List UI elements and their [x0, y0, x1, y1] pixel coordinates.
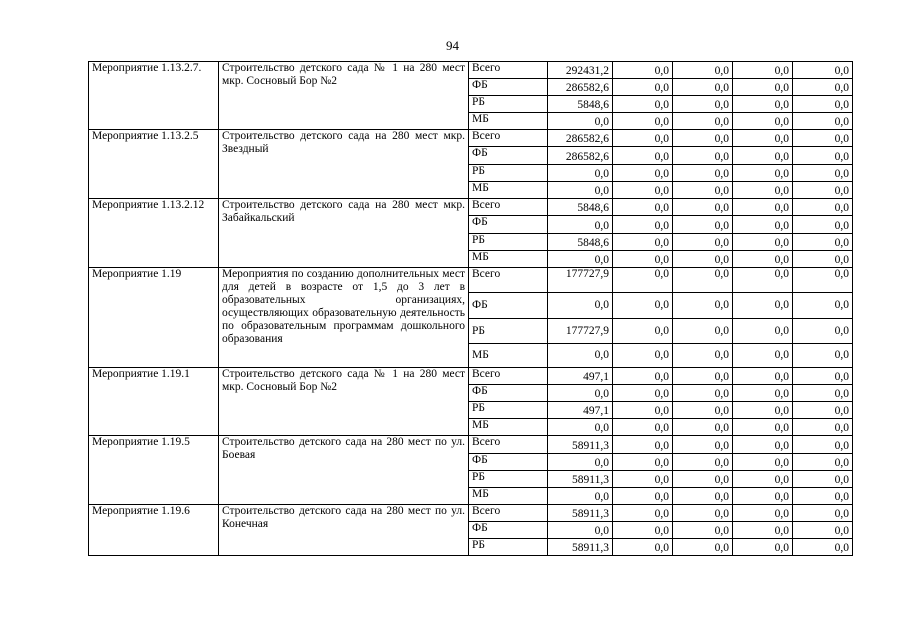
funding-total: 286582,6: [548, 147, 613, 165]
year-value: 0,0: [673, 234, 733, 251]
table-row: [89, 505, 853, 522]
table-row: [89, 130, 853, 147]
year-value: 0,0: [733, 147, 793, 165]
year-value: 0,0: [733, 368, 793, 385]
funding-total: 497,1: [548, 402, 613, 419]
year-value: 0,0: [793, 216, 853, 234]
funding-total: 0,0: [548, 385, 613, 402]
year-value: 0,0: [673, 539, 733, 556]
year-value: 0,0: [793, 344, 853, 368]
funding-source: МБ: [469, 488, 548, 505]
funding-total: 0,0: [548, 216, 613, 234]
funding-total: 58911,3: [548, 471, 613, 488]
year-value: 0,0: [673, 251, 733, 268]
funding-total: 292431,2: [548, 62, 613, 79]
year-value: 0,0: [673, 368, 733, 385]
funding-total: 0,0: [548, 344, 613, 368]
funding-source: РБ: [469, 234, 548, 251]
year-value: 0,0: [673, 385, 733, 402]
year-value: 0,0: [793, 522, 853, 539]
funding-total: 0,0: [548, 419, 613, 436]
year-value: 0,0: [673, 471, 733, 488]
year-value: 0,0: [613, 319, 673, 344]
funding-total: 286582,6: [548, 130, 613, 147]
year-value: 0,0: [733, 419, 793, 436]
year-value: 0,0: [733, 199, 793, 216]
year-value: 0,0: [673, 147, 733, 165]
funding-total: 0,0: [548, 488, 613, 505]
year-value: 0,0: [793, 130, 853, 147]
event-description: Строительство детского сада на 280 мест мкр. Забайкальский: [219, 199, 469, 268]
budget-table: [88, 61, 853, 556]
year-value: 0,0: [733, 216, 793, 234]
year-value: 0,0: [793, 234, 853, 251]
year-value: 0,0: [613, 199, 673, 216]
year-value: 0,0: [793, 62, 853, 79]
year-value: 0,0: [733, 471, 793, 488]
year-value: 0,0: [673, 199, 733, 216]
year-value: 0,0: [793, 182, 853, 199]
funding-total: 5848,6: [548, 234, 613, 251]
year-value: 0,0: [673, 454, 733, 471]
year-value: 0,0: [673, 319, 733, 344]
year-value: 0,0: [613, 96, 673, 113]
year-value: 0,0: [673, 182, 733, 199]
year-value: 0,0: [733, 505, 793, 522]
funding-source: ФБ: [469, 79, 548, 96]
year-value: 0,0: [613, 165, 673, 182]
event-description: Строительство детского сада № 1 на 280 мест мкр. Сосновый Бор №2: [219, 62, 469, 130]
year-value: 0,0: [673, 293, 733, 319]
year-value: 0,0: [613, 130, 673, 147]
year-value: 0,0: [613, 368, 673, 385]
year-value: 0,0: [673, 436, 733, 454]
event-label: Мероприятие 1.13.2.12: [89, 199, 219, 268]
funding-total: 497,1: [548, 368, 613, 385]
year-value: 0,0: [613, 293, 673, 319]
funding-total: 0,0: [548, 522, 613, 539]
funding-total: 58911,3: [548, 436, 613, 454]
year-value: 0,0: [673, 344, 733, 368]
funding-source: ФБ: [469, 385, 548, 402]
funding-source: Всего: [469, 268, 548, 293]
funding-source: ФБ: [469, 522, 548, 539]
event-description: Строительство детского сада на 280 мест мкр. Звездный: [219, 130, 469, 199]
year-value: 0,0: [673, 113, 733, 130]
year-value: 0,0: [613, 522, 673, 539]
year-value: 0,0: [613, 147, 673, 165]
year-value: 0,0: [733, 62, 793, 79]
year-value: 0,0: [733, 182, 793, 199]
funding-source: РБ: [469, 165, 548, 182]
year-value: 0,0: [613, 505, 673, 522]
year-value: 0,0: [613, 419, 673, 436]
year-value: 0,0: [793, 96, 853, 113]
year-value: 0,0: [673, 96, 733, 113]
year-value: 0,0: [793, 454, 853, 471]
event-description: Строительство детского сада на 280 мест по ул. Боевая: [219, 436, 469, 505]
year-value: 0,0: [793, 385, 853, 402]
year-value: 0,0: [793, 319, 853, 344]
funding-source: Всего: [469, 505, 548, 522]
year-value: 0,0: [733, 522, 793, 539]
funding-total: 58911,3: [548, 505, 613, 522]
year-value: 0,0: [733, 268, 793, 293]
year-value: 0,0: [613, 436, 673, 454]
event-label: Мероприятие 1.19.1: [89, 368, 219, 436]
year-value: 0,0: [733, 436, 793, 454]
year-value: 0,0: [673, 79, 733, 96]
year-value: 0,0: [733, 130, 793, 147]
funding-total: 0,0: [548, 454, 613, 471]
year-value: 0,0: [733, 385, 793, 402]
year-value: 0,0: [613, 62, 673, 79]
funding-source: Всего: [469, 368, 548, 385]
year-value: 0,0: [793, 505, 853, 522]
year-value: 0,0: [733, 165, 793, 182]
year-value: 0,0: [793, 368, 853, 385]
funding-source: Всего: [469, 130, 548, 147]
year-value: 0,0: [793, 165, 853, 182]
table-row: [89, 268, 853, 293]
year-value: 0,0: [733, 251, 793, 268]
year-value: 0,0: [613, 79, 673, 96]
year-value: 0,0: [613, 268, 673, 293]
funding-source: РБ: [469, 319, 548, 344]
year-value: 0,0: [673, 419, 733, 436]
year-value: 0,0: [733, 319, 793, 344]
year-value: 0,0: [793, 539, 853, 556]
funding-source: Всего: [469, 62, 548, 79]
event-label: Мероприятие 1.13.2.7.: [89, 62, 219, 130]
year-value: 0,0: [673, 402, 733, 419]
event-label: Мероприятие 1.19.6: [89, 505, 219, 556]
funding-source: РБ: [469, 539, 548, 556]
year-value: 0,0: [613, 113, 673, 130]
year-value: 0,0: [793, 79, 853, 96]
table-row: [89, 436, 853, 454]
event-description: Строительство детского сада № 1 на 280 мест мкр. Сосновый Бор №2: [219, 368, 469, 436]
year-value: 0,0: [793, 113, 853, 130]
year-value: 0,0: [733, 79, 793, 96]
event-label: Мероприятие 1.19.5: [89, 436, 219, 505]
year-value: 0,0: [613, 216, 673, 234]
year-value: 0,0: [613, 182, 673, 199]
year-value: 0,0: [793, 268, 853, 293]
funding-source: РБ: [469, 402, 548, 419]
event-description: Мероприятия по созданию дополнительных мест для детей в возрасте от 1,5 до 3 лет в образовательных организациях, осуществляющих образовательную деятельность по образовательным программам дошкольного образования: [219, 268, 469, 368]
funding-source: ФБ: [469, 454, 548, 471]
funding-total: 286582,6: [548, 79, 613, 96]
funding-source: Всего: [469, 436, 548, 454]
table-row: [89, 62, 853, 79]
year-value: 0,0: [793, 293, 853, 319]
year-value: 0,0: [733, 454, 793, 471]
year-value: 0,0: [733, 488, 793, 505]
year-value: 0,0: [613, 539, 673, 556]
funding-source: ФБ: [469, 147, 548, 165]
funding-source: РБ: [469, 96, 548, 113]
funding-total: 0,0: [548, 165, 613, 182]
year-value: 0,0: [613, 471, 673, 488]
year-value: 0,0: [793, 419, 853, 436]
year-value: 0,0: [733, 96, 793, 113]
funding-source: МБ: [469, 113, 548, 130]
funding-total: 5848,6: [548, 199, 613, 216]
funding-total: 5848,6: [548, 96, 613, 113]
year-value: 0,0: [733, 539, 793, 556]
year-value: 0,0: [673, 62, 733, 79]
funding-total: 177727,9: [548, 319, 613, 344]
funding-total: 58911,3: [548, 539, 613, 556]
year-value: 0,0: [673, 522, 733, 539]
year-value: 0,0: [673, 165, 733, 182]
year-value: 0,0: [613, 402, 673, 419]
funding-source: МБ: [469, 344, 548, 368]
year-value: 0,0: [733, 113, 793, 130]
funding-source: РБ: [469, 471, 548, 488]
year-value: 0,0: [613, 385, 673, 402]
year-value: 0,0: [793, 199, 853, 216]
funding-source: МБ: [469, 182, 548, 199]
year-value: 0,0: [613, 234, 673, 251]
year-value: 0,0: [793, 251, 853, 268]
funding-source: ФБ: [469, 216, 548, 234]
funding-source: Всего: [469, 199, 548, 216]
year-value: 0,0: [613, 251, 673, 268]
year-value: 0,0: [673, 268, 733, 293]
year-value: 0,0: [793, 471, 853, 488]
year-value: 0,0: [733, 234, 793, 251]
table-row: [89, 368, 853, 385]
year-value: 0,0: [733, 344, 793, 368]
year-value: 0,0: [673, 216, 733, 234]
funding-total: 177727,9: [548, 268, 613, 293]
year-value: 0,0: [793, 402, 853, 419]
year-value: 0,0: [613, 344, 673, 368]
event-label: Мероприятие 1.13.2.5: [89, 130, 219, 199]
funding-total: 0,0: [548, 182, 613, 199]
table-row: [89, 199, 853, 216]
year-value: 0,0: [673, 505, 733, 522]
year-value: 0,0: [673, 130, 733, 147]
funding-source: МБ: [469, 251, 548, 268]
event-description: Строительство детского сада на 280 мест по ул. Конечная: [219, 505, 469, 556]
funding-source: ФБ: [469, 293, 548, 319]
year-value: 0,0: [613, 488, 673, 505]
page-number: 94: [446, 38, 459, 53]
year-value: 0,0: [673, 488, 733, 505]
event-label: Мероприятие 1.19: [89, 268, 219, 368]
year-value: 0,0: [793, 436, 853, 454]
funding-source: МБ: [469, 419, 548, 436]
funding-total: 0,0: [548, 113, 613, 130]
year-value: 0,0: [733, 293, 793, 319]
year-value: 0,0: [793, 147, 853, 165]
year-value: 0,0: [613, 454, 673, 471]
funding-total: 0,0: [548, 251, 613, 268]
year-value: 0,0: [793, 488, 853, 505]
funding-total: 0,0: [548, 293, 613, 319]
year-value: 0,0: [733, 402, 793, 419]
